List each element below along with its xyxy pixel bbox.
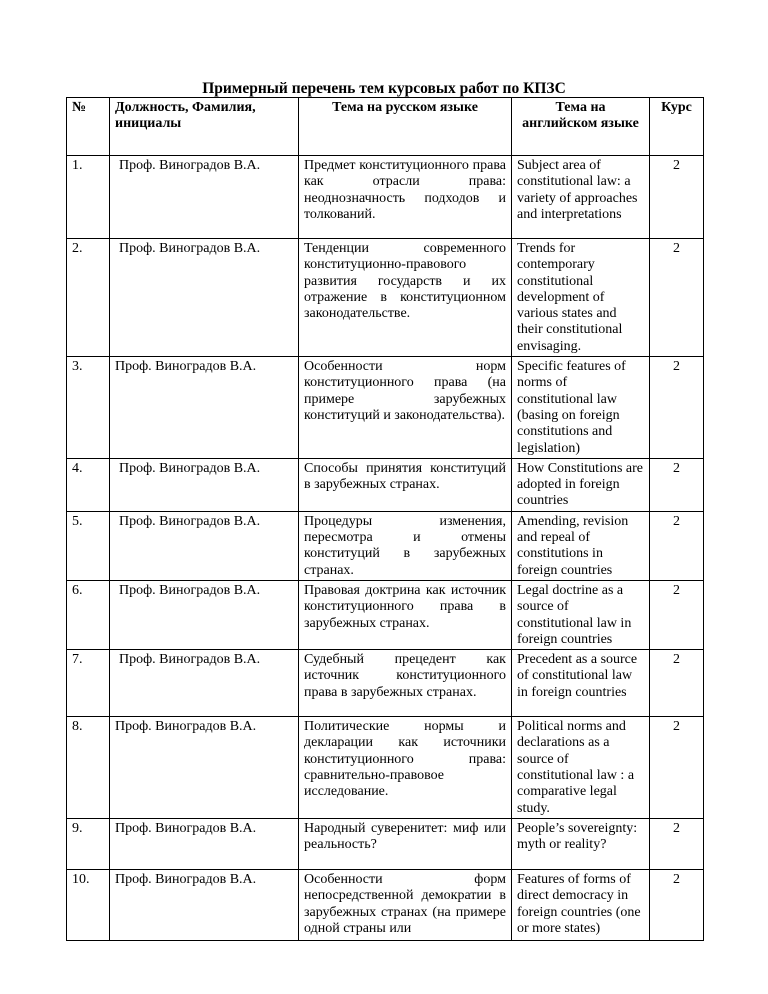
table-row xyxy=(67,357,704,459)
row-author: Проф. Виноградов В.А. xyxy=(110,580,299,649)
row-topic-en: People’s sovereignty: myth or reality? xyxy=(512,818,650,869)
row-course: 2 xyxy=(650,717,704,819)
row-number: 4. xyxy=(67,458,110,511)
table-row xyxy=(67,818,704,869)
row-course: 2 xyxy=(650,357,704,459)
row-course: 2 xyxy=(650,156,704,239)
row-topic-en: Amending, revision and repeal of constitutions in foreign countries xyxy=(512,511,650,580)
row-author: Проф. Виноградов В.А. xyxy=(110,239,299,357)
header-author: Должность, Фамилия, инициалы xyxy=(110,98,299,156)
table-row xyxy=(67,239,704,357)
row-topic-ru: Судебный прецедент как источник конституционного права в зарубежных странах. xyxy=(299,650,512,717)
row-course: 2 xyxy=(650,818,704,869)
header-number: № xyxy=(67,98,110,156)
row-topic-ru: Народный суверенитет: миф или реальность? xyxy=(299,818,512,869)
row-course: 2 xyxy=(650,869,704,940)
row-topic-ru: Особенности норм конституционного права (на примере зарубежных конституций и законодательства). xyxy=(299,357,512,459)
row-topic-en: Trends for contemporary constitutional development of various states and their constitutional envisaging. xyxy=(512,239,650,357)
row-topic-en: Precedent as a source of constitutional law in foreign countries xyxy=(512,650,650,717)
header-course: Курс xyxy=(650,98,704,156)
header-topic-ru: Тема на русском языке xyxy=(299,98,512,156)
row-topic-en: Legal doctrine as a source of constitutional law in foreign countries xyxy=(512,580,650,649)
row-number: 5. xyxy=(67,511,110,580)
row-author: Проф. Виноградов В.А. xyxy=(110,511,299,580)
row-topic-ru: Правовая доктрина как источник конституционного права в зарубежных странах. xyxy=(299,580,512,649)
table-row xyxy=(67,717,704,819)
row-author: Проф. Виноградов В.А. xyxy=(110,818,299,869)
row-author: Проф. Виноградов В.А. xyxy=(110,458,299,511)
header-topic-en: Тема на английском языке xyxy=(512,98,650,156)
row-number: 8. xyxy=(67,717,110,819)
row-number: 6. xyxy=(67,580,110,649)
row-course: 2 xyxy=(650,458,704,511)
table-row xyxy=(67,156,704,239)
row-topic-ru: Предмет конституционного права как отрасли права: неоднозначность подходов и толкований. xyxy=(299,156,512,239)
row-topic-en: Specific features of norms of constitutional law (basing on foreign constitutions and legislation) xyxy=(512,357,650,459)
row-number: 9. xyxy=(67,818,110,869)
row-author: Проф. Виноградов В.А. xyxy=(110,650,299,717)
row-topic-ru: Процедуры изменения, пересмотра и отмены конституций в зарубежных странах. xyxy=(299,511,512,580)
row-topic-en: Subject area of constitutional law: a variety of approaches and interpretations xyxy=(512,156,650,239)
table-row xyxy=(67,580,704,649)
row-number: 7. xyxy=(67,650,110,717)
row-author: Проф. Виноградов В.А. xyxy=(110,156,299,239)
row-author: Проф. Виноградов В.А. xyxy=(110,357,299,459)
row-topic-ru: Тенденции современного конституционно-правового развития государств и их отражение в конституционном законодательстве. xyxy=(299,239,512,357)
row-topic-en: How Constitutions are adopted in foreign countries xyxy=(512,458,650,511)
row-topic-ru: Политические нормы и декларации как источники конституционного права: сравнительно-правовое исследование. xyxy=(299,717,512,819)
row-number: 10. xyxy=(67,869,110,940)
table-row xyxy=(67,458,704,511)
row-author: Проф. Виноградов В.А. xyxy=(110,717,299,819)
row-topic-ru: Способы принятия конституций в зарубежных странах. xyxy=(299,458,512,511)
document-title: Примерный перечень тем курсовых работ по КПЗС xyxy=(202,80,566,97)
row-number: 2. xyxy=(67,239,110,357)
table-row xyxy=(67,511,704,580)
topics-table xyxy=(66,97,704,941)
row-number: 3. xyxy=(67,357,110,459)
row-course: 2 xyxy=(650,650,704,717)
table-row xyxy=(67,650,704,717)
row-course: 2 xyxy=(650,511,704,580)
table-row xyxy=(67,869,704,940)
table-header-row xyxy=(67,98,704,156)
row-topic-ru: Особенности форм непосредственной демократии в зарубежных странах (на примере одной страны или xyxy=(299,869,512,940)
row-topic-en: Features of forms of direct democracy in foreign countries (one or more states) xyxy=(512,869,650,940)
row-course: 2 xyxy=(650,239,704,357)
row-author: Проф. Виноградов В.А. xyxy=(110,869,299,940)
row-course: 2 xyxy=(650,580,704,649)
row-topic-en: Political norms and declarations as a source of constitutional law : a comparative legal study. xyxy=(512,717,650,819)
row-number: 1. xyxy=(67,156,110,239)
